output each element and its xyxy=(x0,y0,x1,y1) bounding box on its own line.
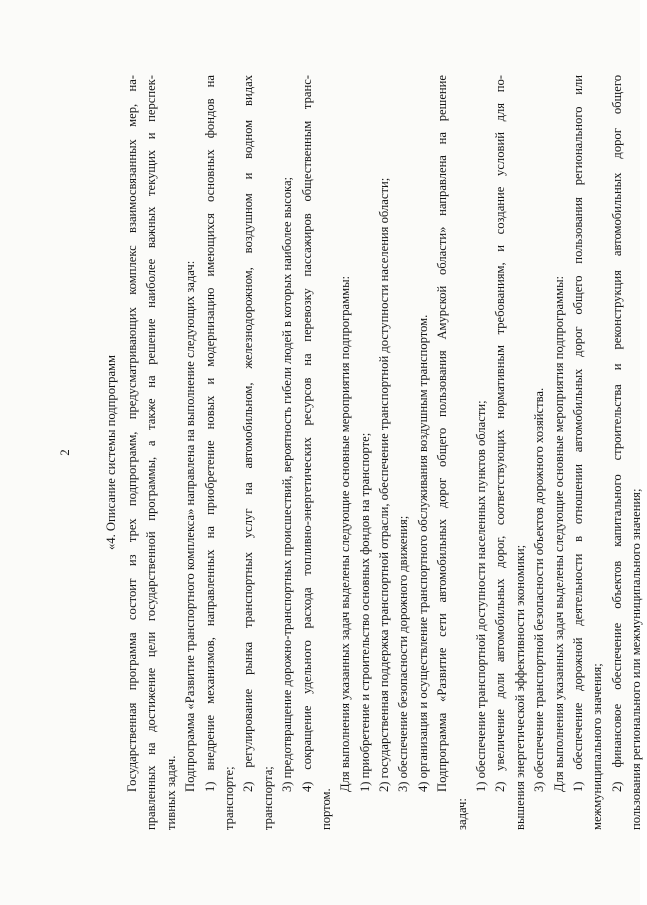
list-item-line: 1) приобретение и строительство основных фондов на транспорте; xyxy=(357,432,372,792)
paragraph-line: Для выполнения указанных задач выделены следующие основные мероприятия подпрограммы: xyxy=(338,275,353,792)
list-item-line: 2) финансовое обеспечение объектов капитального строительства и реконструкция автомобильных дорог общего xyxy=(609,75,624,792)
document-text-area xyxy=(0,75,644,830)
list-item-line: 1) внедрение механизмов, направленных на приобретение новых и модернизацию имеющихся основных фондов на xyxy=(202,75,217,792)
list-item-line: 3) обеспечение транспортной безопасности объектов дорожного хозяйства. xyxy=(532,387,547,792)
paragraph-line: Подпрограмма «Развитие сети автомобильных дорог общего пользования Амурской области» направлена на решение xyxy=(435,75,450,792)
list-item-line: 4) сокращение удельного расхода топливно-энергетических ресурсов на перевозку пассажиров общественным транс- xyxy=(299,75,314,792)
paragraph-line: Подпрограмма «Развитие транспортного комплекса» направлена на выполнение следующих задач: xyxy=(183,260,198,792)
list-item-line: 3) обеспечение безопасности дорожного движения; xyxy=(396,515,411,792)
paragraph-line: Для выполнения указанных задач выделены следующие основные мероприятия подпрограммы: xyxy=(551,275,566,792)
list-item-line: 4) организация и осуществление транспортного обслуживания воздушным транспортом. xyxy=(415,314,430,792)
list-item-line: 2) увеличение доли автомобильных дорог, соответствующих нормативным требованиям, и создание условий для по- xyxy=(493,75,508,792)
list-item-line: пользования регионального или межмуниципального значения; xyxy=(629,488,644,830)
list-item-line: 2) государственная поддержка транспортной отрасли, обеспечение транспортной доступности населения области; xyxy=(377,177,392,792)
section-title: «4. Описание системы подпрограмм xyxy=(104,355,118,551)
paragraph-line: Государственная программа состоит из трех подпрограмм, предусматривающих комплекс взаимосвязанных мер, на- xyxy=(125,75,139,792)
list-item-line: межмуниципального значения; xyxy=(590,663,605,830)
paragraph-line: тивных задач. xyxy=(163,755,178,830)
paragraph-line: правленных на достижение цели государственной программы, а также на решение наиболее важных текущих и перспек- xyxy=(144,75,159,830)
list-item-line: 1) обеспечение дорожной деятельности в отношении автомобильных дорог общего пользования регионального или xyxy=(570,75,585,792)
list-item-line: 3) предотвращение дорожно-транспортных происшествий, вероятность гибели людей в которых наиболее высока; xyxy=(280,176,295,792)
paragraph-line: задач: xyxy=(454,798,469,830)
page-number: 2 xyxy=(58,449,72,456)
list-item-line: портом. xyxy=(318,788,333,830)
list-item-line: транспорте; xyxy=(221,766,236,830)
list-item-line: транспорта; xyxy=(260,766,275,830)
list-item-line: вышения энергетической эффективности экономики; xyxy=(512,544,527,830)
list-item-line: 2) регулирование рынка транспортных услуг на автомобильном, железнодорожном, воздушном и водном видах xyxy=(241,75,256,792)
list-item-line: 1) обеспечение транспортной доступности населенных пунктов области; xyxy=(474,400,489,792)
document-body xyxy=(123,75,647,830)
